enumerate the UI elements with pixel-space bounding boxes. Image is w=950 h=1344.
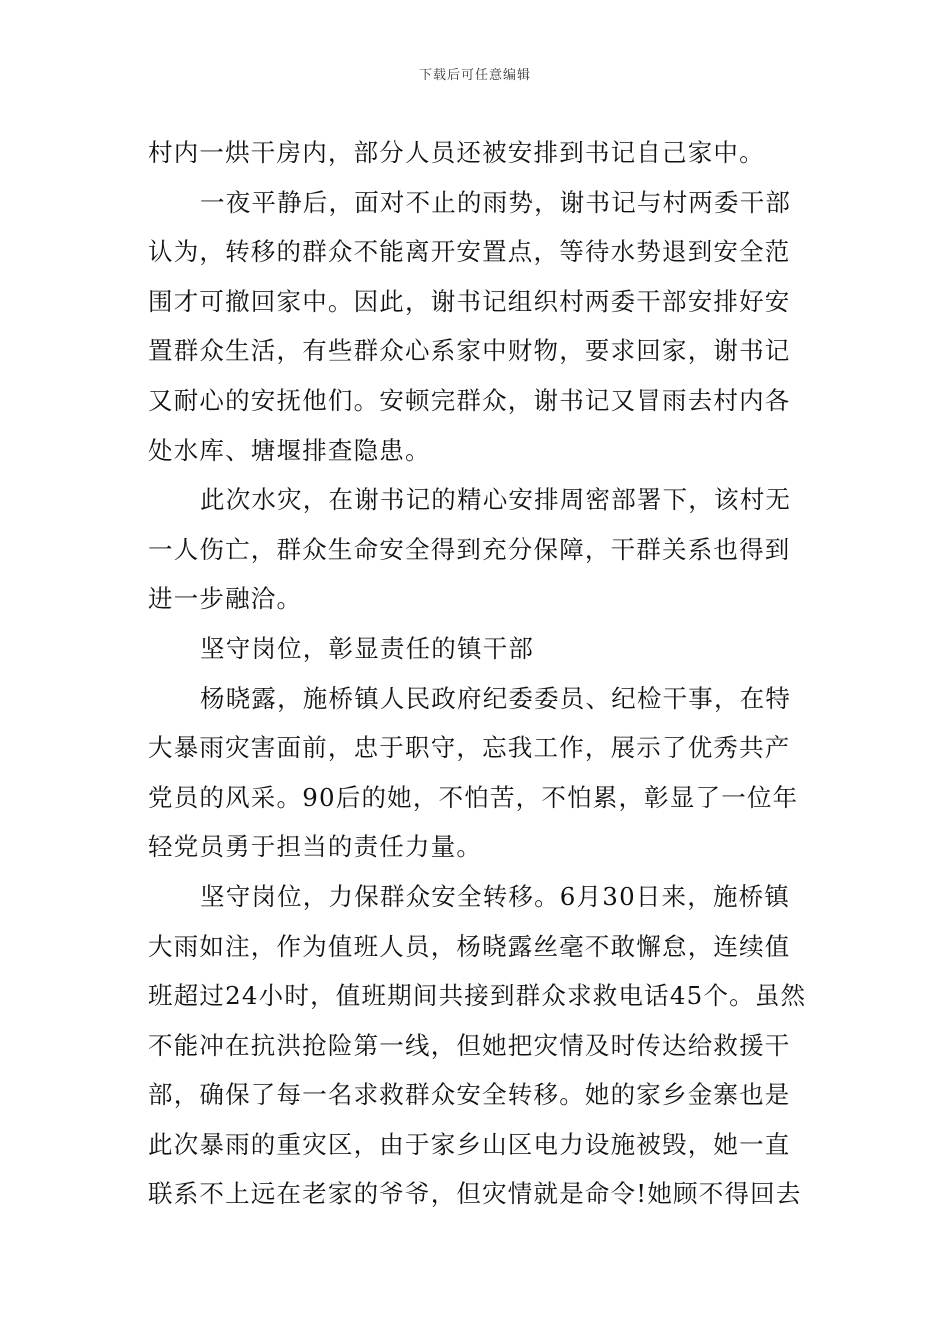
text-line: 置群众生活，有些群众心系家中财物，要求回家，谢书记: [148, 336, 791, 366]
page-header: 下载后可任意编辑: [418, 68, 531, 83]
paragraph-start-line: 一夜平静后，面对不止的雨势，谢书记与村两委干部: [200, 187, 792, 217]
text-line: 轻党员勇于担当的责任力量。: [148, 832, 483, 862]
text-line: 班超过24小时，值班期间共接到群众求救电话45个。虽然: [148, 981, 807, 1011]
text-line: 进一步融洽。: [148, 584, 303, 614]
paragraph-start-line: 杨晓露，施桥镇人民政府纪委委员、纪检干事，在特: [200, 683, 792, 713]
text-line: 又耐心的安抚他们。安顿完群众，谢书记又冒雨去村内各: [148, 385, 791, 415]
paragraph-start-line: 坚守岗位，力保群众安全转移。6月30日来，施桥镇: [200, 881, 791, 911]
text-line: 部，确保了每一名求救群众安全转移。她的家乡金寨也是: [148, 1080, 791, 1110]
text-line: 认为，转移的群众不能离开安置点，等待水势退到安全范: [148, 237, 791, 267]
text-line: 村内一烘干房内，部分人员还被安排到书记自己家中。: [148, 138, 765, 167]
body-text: [148, 128, 812, 1219]
text-line: 此次暴雨的重灾区，由于家乡山区电力设施被毁，她一直: [148, 1129, 791, 1159]
text-line: 联系不上远在老家的爷爷，但灾情就是命令!她顾不得回去: [148, 1179, 802, 1209]
text-line: 处水库、塘堰排查隐患。: [148, 435, 431, 465]
text-line: 不能冲在抗洪抢险第一线，但她把灾情及时传达给救援干: [148, 1030, 791, 1060]
text-line: 围才可撤回家中。因此，谢书记组织村两委干部安排好安: [148, 286, 791, 316]
paragraph-start-line: 此次水灾，在谢书记的精心安排周密部署下，该村无: [200, 485, 792, 515]
text-line: 大雨如注，作为值班人员，杨晓露丝毫不敢懈怠，连续值: [148, 931, 791, 961]
section-heading: 坚守岗位，彰显责任的镇干部: [200, 633, 535, 663]
text-line: 党员的风采。90后的她，不怕苦，不怕累，彰显了一位年: [148, 782, 799, 812]
text-line: 一人伤亡，群众生命安全得到充分保障，干群关系也得到: [148, 534, 791, 564]
text-line: 大暴雨灾害面前，忠于职守，忘我工作，展示了优秀共产: [148, 733, 791, 763]
